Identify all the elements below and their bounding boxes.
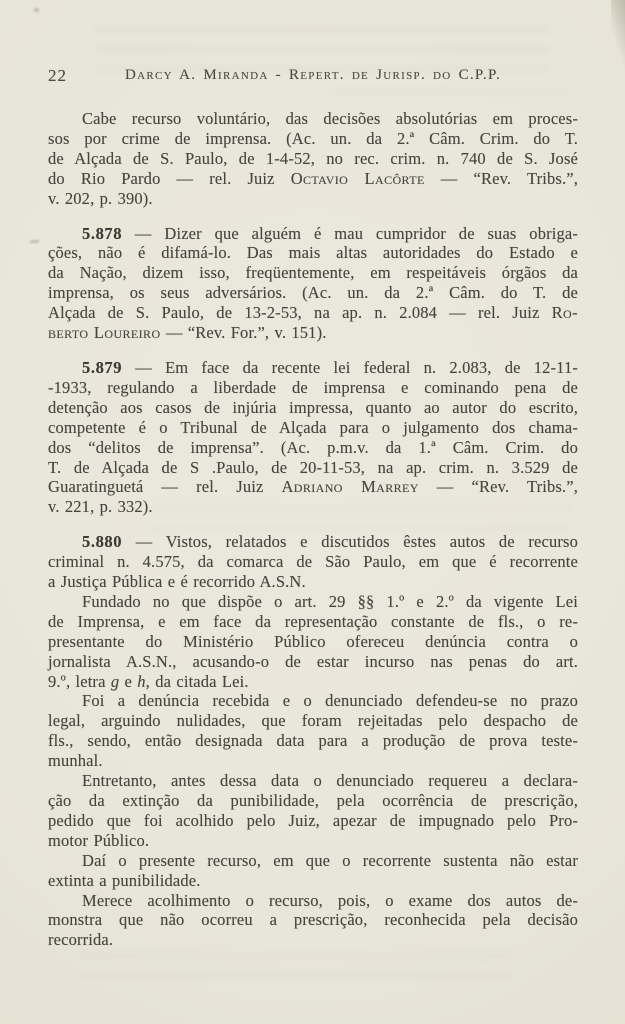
text-line [48, 149, 578, 169]
text-line [48, 303, 578, 323]
text-line [48, 871, 578, 891]
text-run: legal, arguindo nulidades, que foram rejeitadas pelo despacho de [48, 711, 578, 731]
text-run: fls., sendo, então designada data para a produção de prova teste- [48, 731, 578, 751]
text-line [48, 323, 578, 343]
text-run: munhal. [48, 751, 103, 771]
text-line [48, 438, 578, 458]
text-run: detenção aos casos de injúria impressa, quanto ao autor do escrito, [48, 397, 578, 417]
text-line [48, 497, 578, 517]
text-line [48, 632, 578, 652]
text-run: Merece acolhimento o recurso, pois, o exame dos autos de- [82, 890, 578, 910]
paragraph [48, 592, 578, 692]
text-run: sos por crime de imprensa. (Ac. un. da 2.ª Câm. Crim. do T. [48, 128, 578, 148]
text-line [48, 771, 578, 791]
text-run: — Vistos, relatados e discutidos êstes autos de recurso [122, 532, 578, 552]
entry-number: 5.878 [82, 223, 123, 243]
text-run: dos “delitos de imprensa”. (Ac. p.m.v. da 1.ª Câm. Crim. do [48, 437, 578, 457]
jurisprudence-entry-paragraph [48, 532, 578, 592]
text-line [48, 672, 578, 692]
paragraph [48, 109, 578, 209]
text-run: ção da extinção da punibilidade, pela ocorrência de prescrição, [48, 791, 578, 810]
text-line [48, 129, 578, 149]
text-run: da Nação, dizem isso, freqüentemente, em respeitáveis órgãos da [48, 263, 578, 283]
judge-name: Adriano Marrey [281, 477, 419, 497]
text-line [48, 552, 578, 572]
text-line [48, 592, 578, 612]
text-line [48, 263, 578, 283]
showthrough-ghost [330, 88, 565, 106]
text-line [48, 169, 578, 189]
ink-bleed-mark [30, 240, 39, 244]
text-run: criminal n. 4.575, da comarca de São Paulo, em que é recorrente [48, 552, 578, 572]
text-run: — “Rev. For.”, v. 151). [160, 323, 327, 343]
text-run: Fundado no que dispõe o art. 29 §§ 1.º e 2.º da vigente Lei [82, 591, 578, 611]
text-run: Daí o presente recurso, em que o recorrente sustenta não estar [82, 850, 578, 870]
text-line [48, 711, 578, 731]
judge-name: Octavio Lacôrte [290, 168, 425, 188]
text-line [48, 910, 578, 930]
text-line [48, 652, 578, 672]
text-run: — “Rev. Tribs.”, [418, 477, 579, 497]
paragraph [48, 771, 578, 851]
text-run: g [110, 671, 120, 691]
text-line [48, 224, 578, 244]
text-run: do Rio Pardo — rel. Juiz [48, 168, 291, 188]
text-run: Foi a denúncia recebida e o denunciado defendeu-se no prazo [82, 691, 578, 711]
text-run: — Dizer que alguém é mau cumpridor de suas obriga- [122, 223, 578, 243]
text-run: extinta a punibilidade. [48, 870, 201, 890]
paragraph [48, 891, 578, 951]
text-line [48, 398, 578, 418]
text-line [48, 477, 578, 497]
page-text [48, 109, 578, 950]
text-line [48, 731, 578, 751]
text-run: -1933, regulando a liberdade de imprensa e cominando pena de [48, 377, 578, 397]
text-line [48, 532, 578, 552]
judge-name: Ro- [551, 303, 578, 323]
text-run: de Imprensa, e em face da representação constante de fls., o re- [48, 611, 578, 631]
text-line [48, 378, 578, 398]
text-line [48, 811, 578, 831]
paragraph [48, 851, 578, 891]
text-run: v. 202, p. 390). [48, 188, 153, 208]
text-line [48, 791, 578, 811]
paper-speck [34, 8, 39, 12]
text-run: motor Público. [48, 830, 150, 850]
text-run: Entretanto, antes dessa data o denunciado requereu a declara- [82, 771, 578, 791]
text-line [48, 572, 578, 592]
text-line [48, 851, 578, 871]
text-line [48, 109, 578, 129]
text-line [48, 458, 578, 478]
jurisprudence-entry-paragraph [48, 358, 578, 517]
text-run: e [119, 671, 138, 691]
text-run: — Em face da recente lei federal n. 2.083, de 12-11- [122, 357, 578, 377]
text-run: , da citada Lei. [145, 671, 249, 691]
text-run: jornalista A.S.N., acusando-o de estar incurso nas penas do art. [48, 651, 578, 671]
text-run: T. de Alçada de S .Paulo, de 20-11-53, na ap. crim. n. 3.529 de [48, 457, 578, 477]
text-run: h [137, 671, 146, 691]
text-run: ções, não é difamá-lo. Das mais altas autoridades do Estado e [48, 243, 578, 263]
text-line [48, 243, 578, 263]
text-line [48, 831, 578, 851]
entry-number: 5.880 [82, 532, 123, 552]
text-line [48, 189, 578, 209]
text-run: 9.º, letra [48, 671, 111, 691]
jurisprudence-entry-paragraph [48, 224, 578, 343]
running-head [48, 66, 578, 88]
text-run: — “Rev. Tribs.”, [424, 168, 578, 188]
text-run: competente é o Tribunal de Alçada para o julgamento dos chama- [48, 417, 578, 437]
text-run: imprensa, os seus adversários. (Ac. un. da 2.ª Câm. do T. de [48, 283, 578, 303]
text-line [48, 283, 578, 303]
text-line [48, 751, 578, 771]
judge-name: berto Loureiro [48, 323, 161, 343]
text-run: de Alçada de S. Paulo, de 1-4-52, no rec. crim. n. 740 de S. José [48, 148, 578, 168]
page-number: 22 [48, 66, 67, 85]
text-line [48, 612, 578, 632]
text-run: monstra que não ocorreu a prescrição, reconhecida pela decisão [48, 910, 578, 930]
text-run: pedido que foi acolhido pelo Juiz, apezar de impugnado pelo Pro- [48, 810, 578, 830]
text-run: recorrida. [48, 930, 114, 950]
text-run: Cabe recurso voluntário, das decisões absolutórias em proces- [82, 109, 578, 128]
text-run: Guaratinguetá — rel. Juiz [48, 477, 282, 497]
text-line [48, 691, 578, 711]
text-line [48, 930, 578, 950]
entry-number: 5.879 [82, 357, 123, 377]
text-line [48, 891, 578, 911]
text-run: presentante do Ministério Público ofereceu denúncia contra o [48, 631, 578, 651]
text-line [48, 358, 578, 378]
text-line [48, 418, 578, 438]
text-run: Alçada de S. Paulo, de 13-2-53, na ap. n. 2.084 — rel. Juiz [48, 303, 552, 323]
paragraph [48, 691, 578, 771]
text-run: v. 221, p. 332). [48, 497, 153, 517]
page-edge-shadow [611, 0, 625, 90]
showthrough-ghost [80, 952, 510, 992]
text-run: a Justiça Pública e é recorrido A.S.N. [48, 572, 306, 592]
running-title: Darcy A. Miranda - Repert. de Jurisp. do C.P.P. [125, 67, 501, 83]
